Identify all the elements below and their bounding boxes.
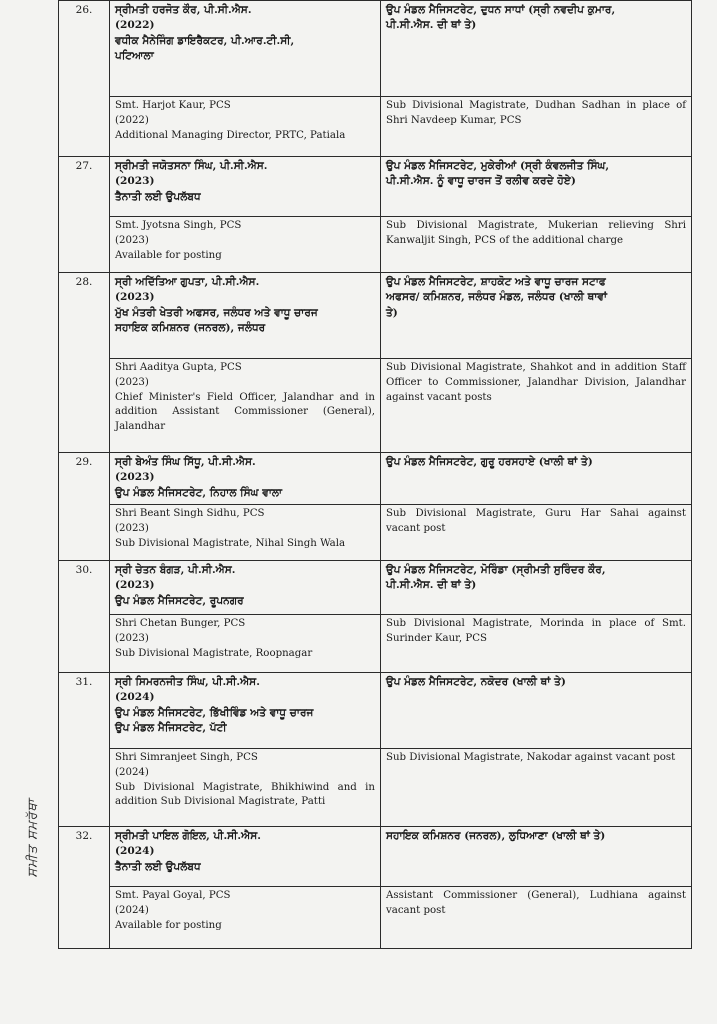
english-new-posting: Sub Divisional Magistrate, Mukerian relieving Shri Kanwaljit Singh, PCS of the additional charge (381, 217, 692, 273)
serial-number: 26. (59, 1, 110, 157)
punjabi-text-line: ਸ੍ਰੀ ਸਿਮਰਨਜੀਤ ਸਿੰਘ, ਪੀ.ਸੀ.ਐਸ. (115, 676, 260, 688)
punjabi-officer-details (110, 827, 381, 887)
punjabi-officer-details (110, 673, 381, 749)
entry-punjabi-row (59, 827, 692, 887)
punjabi-text-line: ਪੀ.ਸੀ.ਐਸ. ਦੀ ਥਾਂ ਤੇ) (386, 579, 477, 592)
punjabi-text-line: (2023) (115, 579, 155, 592)
punjabi-new-posting (381, 157, 692, 217)
punjabi-new-posting (381, 561, 692, 615)
current-designation: Available for posting (115, 919, 222, 931)
punjabi-new-posting (381, 673, 692, 749)
current-designation: Chief Minister's Field Officer, Jalandhar and in addition Assistant Commissioner (General), Jalandhar (115, 391, 375, 433)
batch-year: (2024) (115, 904, 149, 916)
punjabi-text-line: ਸ੍ਰੀਮਤੀ ਜਯੋਤਸਨਾ ਸਿੰਘ, ਪੀ.ਸੀ.ਐਸ. (115, 160, 268, 172)
punjabi-text-line: ਪੀ.ਸੀ.ਐਸ. ਦੀ ਥਾਂ ਤੇ) (386, 19, 477, 32)
punjabi-text-line: ਤੈਨਾਤੀ ਲਈ ਉਪਲੱਬਧ (115, 860, 201, 873)
officer-name: Shri Aaditya Gupta, PCS (115, 362, 242, 373)
punjabi-text-line: ਉਪ ਮੰਡਲ ਮੈਜਿਸਟਰੇਟ, ਨਿਹਾਲ ਸਿੰਘ ਵਾਲਾ (115, 486, 283, 499)
entry-english-row (59, 505, 692, 561)
english-officer-details (110, 505, 381, 561)
punjabi-new-posting (381, 827, 692, 887)
serial-number: 31. (59, 673, 110, 827)
entry-english-row (59, 217, 692, 273)
batch-year: (2023) (115, 376, 149, 388)
english-new-posting: Sub Divisional Magistrate, Nakodar against vacant post (381, 749, 692, 827)
entry-english-row (59, 615, 692, 673)
punjabi-text-line: ਉਪ ਮੰਡਲ ਮੈਜਿਸਟਰੇਟ, ਦੁਧਨ ਸਾਧਾਂ (ਸ੍ਰੀ ਨਵਦੀਪ ਕੁਮਾਰ, (386, 4, 616, 16)
punjabi-text-line: (2023) (115, 291, 155, 304)
punjabi-text-line: ਉਪ ਮੰਡਲ ਮੈਜਿਸਟਰੇਟ, ਮੋਰਿੰਡਾ (ਸ੍ਰੀਮਤੀ ਸੁਰਿੰਦਰ ਕੌਰ, (386, 564, 606, 576)
current-designation: Sub Divisional Magistrate, Bhikhiwind and in addition Sub Divisional Magistrate, Patti (115, 781, 375, 808)
signature-text: ਸਮੀਤ ਸਮਰੱਥਾ (25, 798, 41, 878)
punjabi-text-line: ਉਪ ਮੰਡਲ ਮੈਜਿਸਟਰੇਟ, ਸ਼ਾਹਕੋਟ ਅਤੇ ਵਾਧੂ ਚਾਰਜ ਸਟਾਫ (386, 276, 606, 288)
punjabi-text-line: ਉਪ ਮੰਡਲ ਮੈਜਿਸਟਰੇਟ, ਪੱਟੀ (115, 722, 227, 735)
english-new-posting: Sub Divisional Magistrate, Morinda in place of Smt. Surinder Kaur, PCS (381, 615, 692, 673)
batch-year: (2024) (115, 766, 149, 778)
entry-english-row (59, 887, 692, 949)
punjabi-text-line: ਤੇ) (386, 306, 398, 319)
serial-number: 32. (59, 827, 110, 949)
punjabi-text-line: ਵਧੀਕ ਮੈਨੇਜਿੰਗ ਡਾਇਰੈਕਟਰ, ਪੀ.ਆਰ.ਟੀ.ਸੀ, (115, 34, 295, 47)
punjabi-text-line: ਸ੍ਰੀ ਬੇਅੰਤ ਸਿੰਘ ਸਿੱਧੂ, ਪੀ.ਸੀ.ਐਸ. (115, 456, 256, 468)
punjabi-text-line: ਤੈਨਾਤੀ ਲਈ ਉਪਲੱਬਧ (115, 190, 201, 203)
punjabi-text-line: ਅਫਸਰ/ ਕਮਿਸ਼ਨਰ, ਜਲੰਧਰ ਮੰਡਲ, ਜਲੰਧਰ (ਖਾਲੀ ਥਾਵਾਂ (386, 291, 608, 304)
punjabi-text-line: ਸ੍ਰੀ ਚੇਤਨ ਬੰਗੜ, ਪੀ.ਸੀ.ਐਸ. (115, 564, 236, 576)
punjabi-text-line: ਪੀ.ਸੀ.ਐਸ. ਨੂੰ ਵਾਧੂ ਚਾਰਜ ਤੋਂ ਰਲੀਵ ਕਰਦੇ ਹੋਏ) (386, 175, 576, 188)
entry-punjabi-row (59, 673, 692, 749)
punjabi-text-line: ਪਟਿਆਲਾ (115, 50, 154, 63)
punjabi-text-line: ਸ੍ਰੀ ਅਦਿੱਤਿਆ ਗੁਪਤਾ, ਪੀ.ਸੀ.ਐਸ. (115, 276, 260, 288)
punjabi-new-posting (381, 453, 692, 505)
punjabi-text-line: (2024) (115, 691, 155, 704)
batch-year: (2023) (115, 632, 149, 644)
entry-english-row (59, 97, 692, 157)
english-new-posting: Sub Divisional Magistrate, Shahkot and in addition Staff Officer to Commissioner, Jalandhar Division, Jalandhar against vacant posts (381, 359, 692, 453)
punjabi-text-line: ਸ੍ਰੀਮਤੀ ਹਰਜੋਤ ਕੌਰ, ਪੀ.ਸੀ.ਐਸ. (115, 4, 252, 16)
punjabi-officer-details (110, 273, 381, 359)
entry-punjabi-row (59, 157, 692, 217)
punjabi-text-line: ਮੁੱਖ ਮੰਤਰੀ ਖੇਤਰੀ ਅਫਸਰ, ਜਲੰਧਰ ਅਤੇ ਵਾਧੂ ਚਾਰਜ (115, 306, 318, 319)
english-new-posting: Sub Divisional Magistrate, Dudhan Sadhan in place of Shri Navdeep Kumar, PCS (381, 97, 692, 157)
punjabi-officer-details (110, 453, 381, 505)
punjabi-text-line: ਸਹਾਇਕ ਕਮਿਸ਼ਨਰ (ਜਨਰਲ), ਜਲੰਧਰ (115, 322, 266, 335)
english-officer-details (110, 749, 381, 827)
entry-punjabi-row (59, 273, 692, 359)
punjabi-text-line: ਉਪ ਮੰਡਲ ਮੈਜਿਸਟਰੇਟ, ਮੁਕੇਰੀਆਂ (ਸ੍ਰੀ ਕੰਵਲਜੀਤ ਸਿੰਘ, (386, 160, 610, 172)
punjabi-officer-details (110, 157, 381, 217)
punjabi-text-line: ਉਪ ਮੰਡਲ ਮੈਜਿਸਟਰੇਟ, ਭਿੱਖੀਵਿੰਡ ਅਤੇ ਵਾਧੂ ਚਾਰਜ (115, 706, 314, 719)
serial-number: 30. (59, 561, 110, 673)
posting-table (58, 0, 692, 949)
punjabi-text-line: (2024) (115, 845, 155, 858)
current-designation: Sub Divisional Magistrate, Roopnagar (115, 647, 313, 659)
punjabi-text-line: ਸ੍ਰੀਮਤੀ ਪਾਇਲ ਗੋਇਲ, ਪੀ.ਸੀ.ਐਸ. (115, 830, 261, 842)
batch-year: (2022) (115, 114, 149, 126)
officer-name: Shri Chetan Bunger, PCS (115, 618, 246, 629)
punjabi-text-line: ਉਪ ਮੰਡਲ ਮੈਜਿਸਟਰੇਟ, ਗੁਰੂ ਹਰਸਹਾਏ (ਖਾਲੀ ਥਾਂ ਤੇ) (386, 456, 593, 468)
entry-punjabi-row (59, 1, 692, 97)
serial-number: 28. (59, 273, 110, 453)
entry-punjabi-row (59, 561, 692, 615)
punjabi-officer-details (110, 561, 381, 615)
batch-year: (2023) (115, 234, 149, 246)
english-new-posting: Sub Divisional Magistrate, Guru Har Sahai against vacant post (381, 505, 692, 561)
punjabi-text-line: ਉਪ ਮੰਡਲ ਮੈਜਿਸਟਰੇਟ, ਨਕੋਦਰ (ਖਾਲੀ ਥਾਂ ਤੇ) (386, 676, 566, 688)
punjabi-text-line: (2022) (115, 19, 155, 32)
officer-name: Smt. Jyotsna Singh, PCS (115, 220, 242, 231)
document-page (58, 0, 692, 1024)
current-designation: Additional Managing Director, PRTC, Patiala (115, 129, 346, 141)
officer-name: Smt. Harjot Kaur, PCS (115, 100, 231, 111)
punjabi-text-line: (2023) (115, 175, 155, 188)
entry-english-row (59, 749, 692, 827)
officer-name: Shri Simranjeet Singh, PCS (115, 752, 258, 763)
current-designation: Available for posting (115, 249, 222, 261)
signature (10, 745, 50, 885)
english-new-posting: Assistant Commissioner (General), Ludhiana against vacant post (381, 887, 692, 949)
punjabi-text-line: ਉਪ ਮੰਡਲ ਮੈਜਿਸਟਰੇਟ, ਰੂਪਨਗਰ (115, 594, 244, 607)
punjabi-text-line: ਸਹਾਇਕ ਕਮਿਸ਼ਨਰ (ਜਨਰਲ), ਲੁਧਿਆਣਾ (ਖਾਲੀ ਥਾਂ ਤੇ) (386, 830, 606, 842)
serial-number: 27. (59, 157, 110, 273)
serial-number: 29. (59, 453, 110, 561)
english-officer-details (110, 887, 381, 949)
english-officer-details (110, 359, 381, 453)
english-officer-details (110, 615, 381, 673)
punjabi-new-posting (381, 273, 692, 359)
entry-english-row (59, 359, 692, 453)
batch-year: (2023) (115, 522, 149, 534)
current-designation: Sub Divisional Magistrate, Nihal Singh Wala (115, 537, 346, 549)
english-officer-details (110, 97, 381, 157)
officer-name: Smt. Payal Goyal, PCS (115, 890, 231, 901)
punjabi-new-posting (381, 1, 692, 97)
english-officer-details (110, 217, 381, 273)
entry-punjabi-row (59, 453, 692, 505)
officer-name: Shri Beant Singh Sidhu, PCS (115, 508, 265, 519)
punjabi-text-line: (2023) (115, 471, 155, 484)
punjabi-officer-details (110, 1, 381, 97)
